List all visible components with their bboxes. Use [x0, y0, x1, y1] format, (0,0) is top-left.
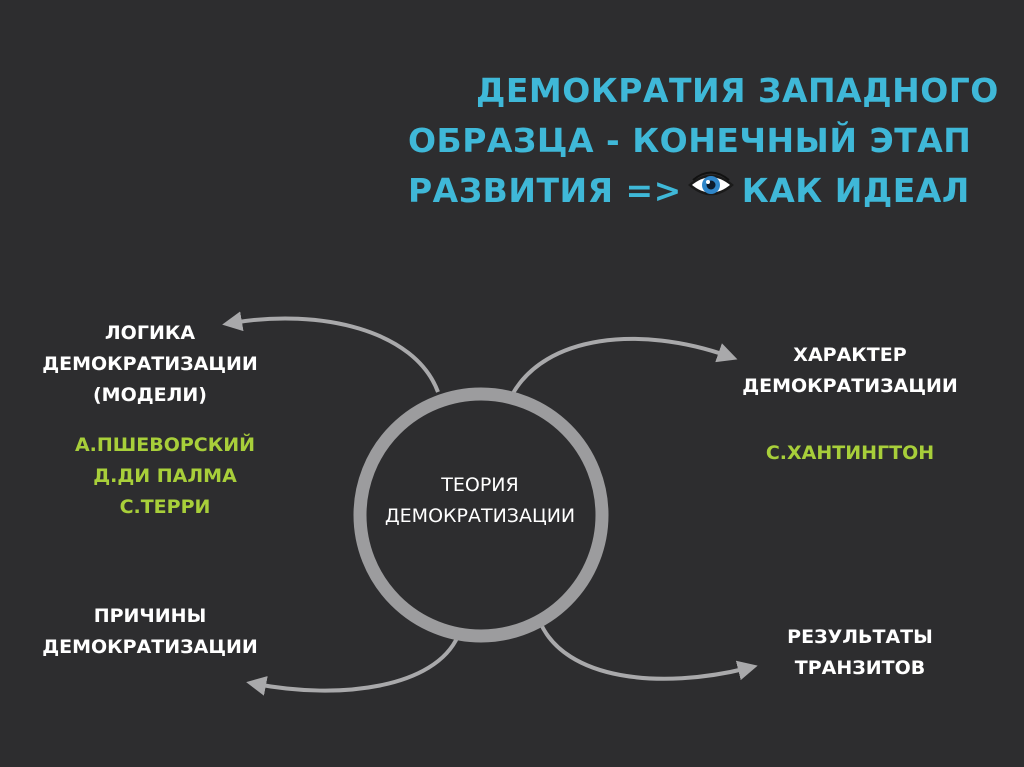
center-label: [350, 470, 610, 532]
top-left-line-3: (МОДЕЛИ): [92, 384, 207, 406]
title-line-3-start: РАЗВИТИЯ =>: [408, 171, 682, 210]
top-right-authors: [730, 438, 970, 469]
top-right-label: [730, 340, 970, 402]
top-left-line-1: ЛОГИКА: [104, 322, 196, 344]
author-pshevorsky: А.ПШЕВОРСКИЙ: [74, 434, 256, 456]
title-line-2: ОБРАЗЦА - КОНЕЧНЫЙ ЭТАП: [408, 121, 972, 160]
top-left-label: [30, 318, 270, 411]
bottom-right-line-2: ТРАНЗИТОВ: [794, 657, 926, 679]
center-label-line-2: ДЕМОКРАТИЗАЦИИ: [384, 505, 576, 527]
author-terri: С.ТЕРРИ: [119, 496, 211, 518]
arrow-top-right: [512, 339, 728, 395]
bottom-right-line-1: РЕЗУЛЬТАТЫ: [787, 626, 933, 648]
author-di-palma: Д.ДИ ПАЛМА: [93, 465, 237, 487]
bottom-left-line-2: ДЕМОКРАТИЗАЦИИ: [42, 636, 258, 658]
center-label-line-1: ТЕОРИЯ: [441, 474, 519, 496]
bottom-left-line-1: ПРИЧИНЫ: [93, 605, 207, 627]
top-right-line-1: ХАРАКТЕР: [793, 344, 907, 366]
title-line-1: ДЕМОКРАТИЯ ЗАПАДНОГО: [476, 71, 999, 110]
bottom-left-label: [30, 601, 270, 663]
title-line-3-end: КАК ИДЕАЛ: [741, 171, 970, 210]
arrow-bottom-left: [256, 636, 458, 691]
bottom-right-label: [740, 622, 980, 684]
arrow-bottom-right: [540, 622, 748, 679]
top-left-authors: [30, 430, 300, 523]
top-left-line-2: ДЕМОКРАТИЗАЦИИ: [42, 353, 258, 375]
top-right-line-2: ДЕМОКРАТИЗАЦИИ: [742, 375, 958, 397]
author-huntington: С.ХАНТИНГТОН: [765, 442, 935, 464]
